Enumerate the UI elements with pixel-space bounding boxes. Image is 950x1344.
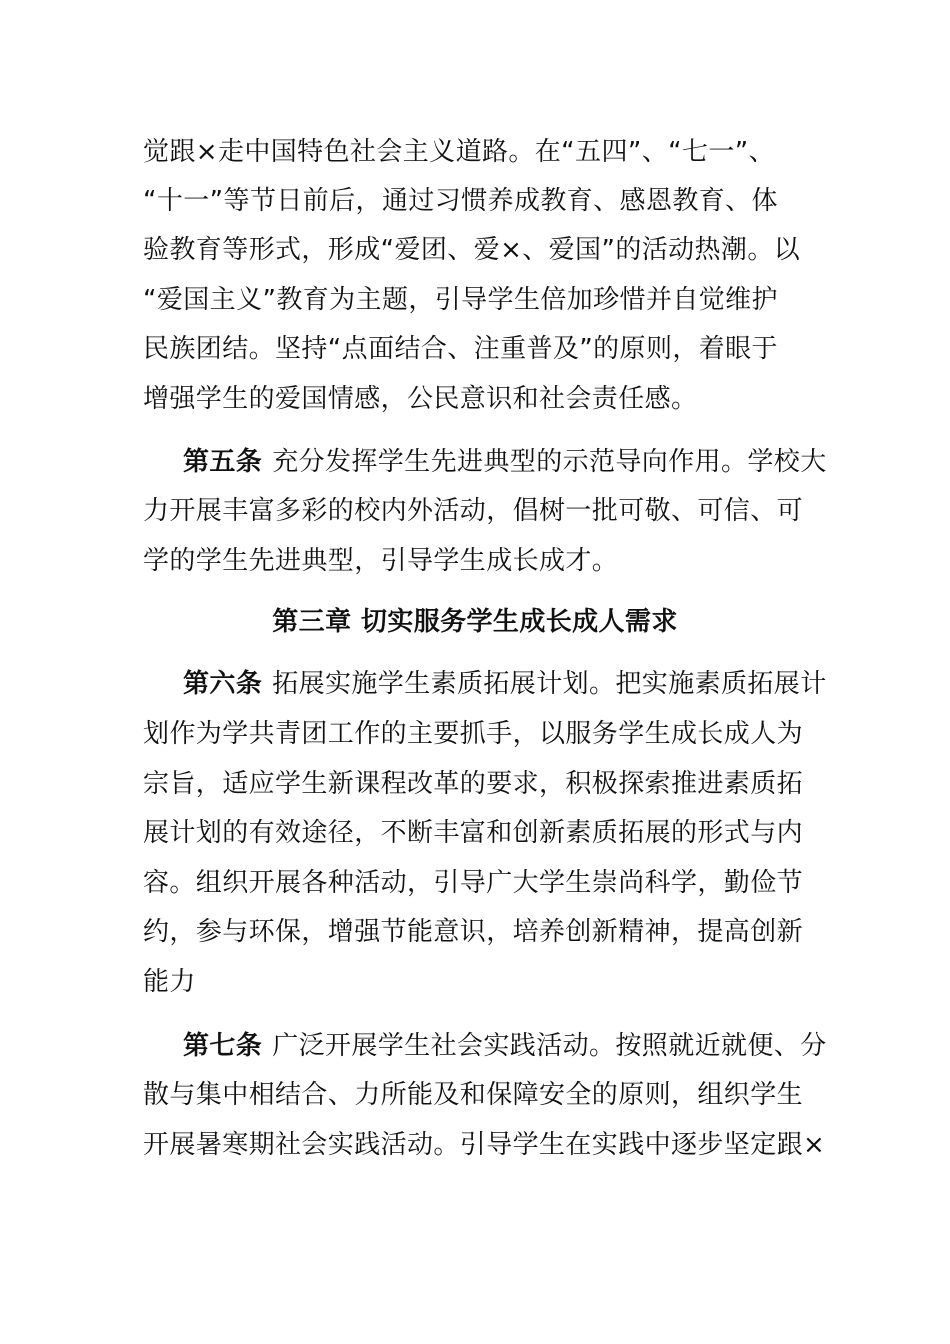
article-5-first-line xyxy=(183,445,827,479)
paragraph-line: 宗旨，适应学生新课程改革的要求，积极探索推进素质拓 xyxy=(143,769,804,799)
paragraph-line: 划作为学共青团工作的主要抓手，以服务学生成长成人为 xyxy=(143,719,804,749)
article-6-first-line xyxy=(183,667,827,701)
article-7-title: 第七条 xyxy=(183,1031,263,1061)
paragraph-line: 验教育等形式，形成“爱团、爱×、爱国”的活动热潮。以 xyxy=(143,235,801,265)
paragraph-line: 能力 xyxy=(143,967,196,997)
paragraph-line: 展计划的有效途径，不断丰富和创新素质拓展的形式与内 xyxy=(143,818,804,848)
paragraph-line: 约，参与环保，增强节能意识，培养创新精神，提高创新 xyxy=(143,917,804,947)
article-5-text: 充分发挥学生先进典型的示范导向作用。学校大 xyxy=(272,447,827,477)
article-7-text: 广泛开展学生社会实践活动。按照就近就便、分 xyxy=(272,1031,827,1061)
article-5-title: 第五条 xyxy=(183,447,263,477)
paragraph-line: “爱国主义”教育为主题，引导学生倍加珍惜并自觉维护 xyxy=(143,285,778,315)
paragraph-line: 民族团结。坚持“点面结合、注重普及”的原则，着眼于 xyxy=(143,334,778,364)
article-6-title: 第六条 xyxy=(183,669,263,699)
paragraph-line: 力开展丰富多彩的校内外活动，倡树一批可敬、可信、可 xyxy=(143,496,804,526)
paragraph-line: 学的学生先进典型，引导学生成长成才。 xyxy=(143,546,619,576)
paragraph-line: 容。组织开展各种活动，引导广大学生崇尚科学，勤俭节 xyxy=(143,868,804,898)
article-7-first-line xyxy=(183,1029,827,1063)
article-6-text: 拓展实施学生素质拓展计划。把实施素质拓展计 xyxy=(272,669,827,699)
paragraph-line: 散与集中相结合、力所能及和保障安全的原则，组织学生 xyxy=(143,1080,804,1110)
paragraph-line: 开展暑寒期社会实践活动。引导学生在实践中逐步坚定跟× xyxy=(143,1130,826,1160)
paragraph-line: 觉跟×走中国特色社会主义道路。在“五四”、“七一”、 xyxy=(143,137,776,167)
chapter-heading: 第三章 切实服务学生成长成人需求 xyxy=(272,607,678,637)
paragraph-line: “十一”等节日前后，通过习惯养成教育、感恩教育、体 xyxy=(143,186,778,216)
paragraph-line: 增强学生的爱国情感，公民意识和社会责任感。 xyxy=(143,384,698,414)
